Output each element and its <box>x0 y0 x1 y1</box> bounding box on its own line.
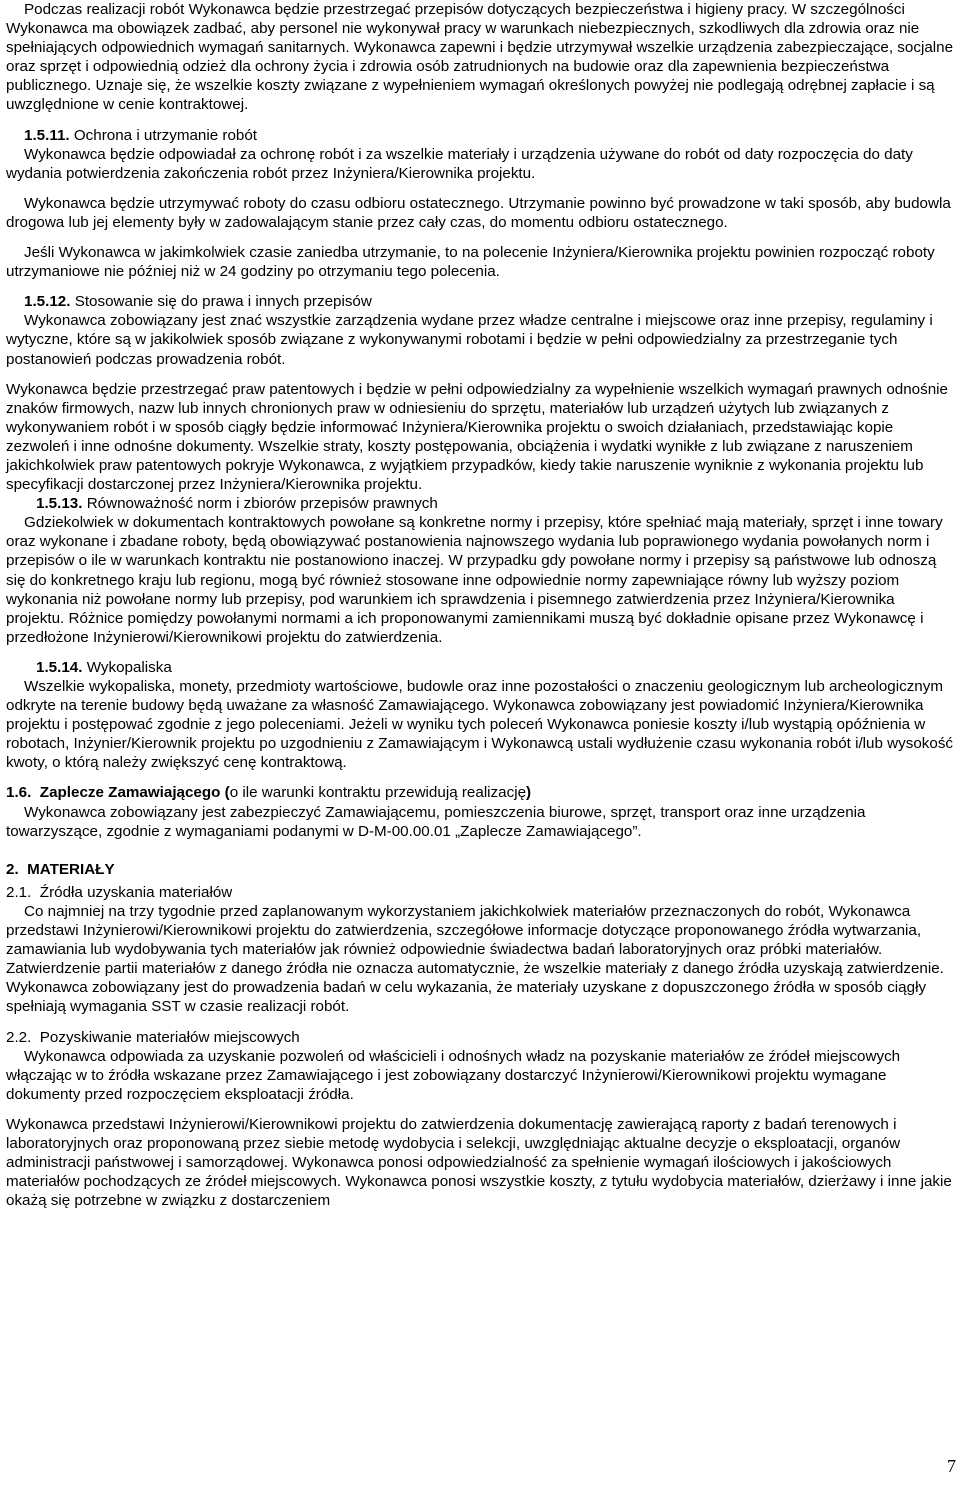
heading-2 <box>6 860 956 879</box>
section-number: 1.5.12. <box>24 293 71 311</box>
heading-2-1 <box>6 883 956 902</box>
paragraph: Co najmniej na trzy tygodnie przed zaplanowanym wykorzystaniem jakichkolwiek materiałów przeznaczonych do robót, Wykonawca przedstawi Inżynierowi/Kierownikowi projektu do zatwierdzenia, szczegółowe informacje dotyczące proponowanego źródła wytwarzania, zamawiania lub wydobywania tych materiałów jak również odpowiednie świadectwa badań laboratoryjnych oraz próbki materiałów. Zatwierdzenie partii materiałów z danego źródła nie oznacza automatycznie, że wszelkie materiały z danego źródła uzyskają zatwierdzenie. Wykonawca zobowiązany jest do prowadzenia badań w celu wykazania, że materiały uzyskane z dopuszczonego źródła w sposób ciągły spełniają wymagania SST w czasie realizacji robót. <box>6 902 944 1016</box>
section-number: 1.5.11. <box>24 126 70 144</box>
heading-1-5-11 <box>6 126 956 145</box>
section-title: Stosowanie się do prawa i innych przepisów <box>74 293 372 311</box>
page-number: 7 <box>947 1456 956 1476</box>
paragraph: Wykonawca przedstawi Inżynierowi/Kierownikowi projektu do zatwierdzenia dokumentację zawierającą raporty z badań terenowych i laboratoryjnych oraz proponowaną przez siebie metodę wydobycia i selekcji, uwzględniając aktualne decyzje o eksploatacji, organów administracji państwowej i samorządowej. Wykonawca ponosi odpowiedzialność za spełnienie wymagań ilościowych i jakościowych materiałów pochodzących ze źródeł miejscowych. Wykonawca ponosi wszystkie koszty, z tytułu wydobycia materiałów, dzierżawy i inne jakie okażą się potrzebne w związku z dostarczeniem <box>6 1115 952 1210</box>
paragraph: Wykonawca zobowiązany jest zabezpieczyć Zamawiającemu, pomieszczenia biurowe, sprzęt, transport oraz inne urządzenia towarzyszące, zgodnie z wymaganiami podanymi w D-M-00.00.01 „Zaplecze Zamawiającego”. <box>6 803 866 840</box>
section-number: 1.5.13. <box>36 495 83 513</box>
section-title: Źródła uzyskania materiałów <box>39 883 233 901</box>
paragraph: Jeśli Wykonawca w jakimkolwiek czasie zaniedba utrzymanie, to na polecenie Inżyniera/Kierownika projektu powinien rozpocząć roboty utrzymaniowe nie później niż w 24 godziny po otrzymaniu tego polecenia. <box>6 244 935 281</box>
section-title: Zaplecze Zamawiającego ( <box>39 784 230 802</box>
section-number: 2.1. <box>6 883 32 901</box>
section-title: MATERIAŁY <box>27 860 115 878</box>
section-number: 1.6. <box>6 784 32 802</box>
heading-1-6 <box>6 783 956 802</box>
heading-1-5-13 <box>6 494 956 513</box>
paragraph: Wykonawca odpowiada za uzyskanie pozwoleń od właścicieli i odnośnych władz na pozyskanie materiałów ze źródeł miejscowych włączając w to źródła wskazane przez Zamawiającego i jest zobowiązany dostarczyć Inżynierowi/Kierownikowi projektu wymagane dokumenty przed rozpoczęciem eksploatacji źródła. <box>6 1047 901 1103</box>
section-title-end: ) <box>526 784 532 802</box>
document-page <box>6 0 956 1210</box>
section-title: Równoważność norm i zbiorów przepisów prawnych <box>86 495 438 513</box>
paragraph: Wykonawca będzie odpowiadał za ochronę robót i za wszelkie materiały i urządzenia używane do robót od daty rozpoczęcia do daty wydania potwierdzenia zakończenia robót przez Inżyniera/Kierownika projektu. <box>6 145 913 182</box>
section-title: Ochrona i utrzymanie robót <box>73 126 258 144</box>
section-number: 2.2. <box>6 1028 32 1046</box>
paragraph: Wykonawca będzie utrzymywać roboty do czasu odbioru ostatecznego. Utrzymanie powinno być prowadzone w taki sposób, aby budowla drogowa lub jej elementy były w zadowalającym stanie przez cały czas, do momentu odbioru ostatecznego. <box>6 194 951 231</box>
section-title: Pozyskiwanie materiałów miejscowych <box>39 1028 300 1046</box>
paragraph: Wykonawca zobowiązany jest znać wszystkie zarządzenia wydane przez władze centralne i miejscowe oraz inne przepisy, regulaminy i wytyczne, które są w jakikolwiek sposób związane z wykonywanymi robotami i będzie w pełni odpowiedzialny za przestrzeganie tych postanowień podczas prowadzenia robót. <box>6 312 933 368</box>
paragraph: Gdziekolwiek w dokumentach kontraktowych powołane są konkretne normy i przepisy, które spełniać mają materiały, sprzęt i inne towary oraz wykonane i zbadane roboty, będą obowiązywać postanowienia najnowszego wydania lub poprawionego wydania powołanych norm i przepisów o ile w warunkach kontraktu nie postanowiono inaczej. W przypadku gdy powołane normy i przepisy są państwowe lub odnoszą się do konkretnego kraju lub regionu, mogą być również stosowane inne odpowiednie normy zapewniające równy lub wyższy poziom wykonania niż powołane normy lub przepisy, pod warunkiem ich sprawdzenia i pisemnego zatwierdzenia przez Inżyniera/Kierownika projektu. Różnice pomiędzy powołanymi normami a ich proponowanymi zamiennikami muszą być dokładnie opisane przez Wykonawcę i przedłożone Inżynierowi/Kierownikowi projektu do zatwierdzenia. <box>6 514 943 646</box>
paragraph-bhp: Podczas realizacji robót Wykonawca będzie przestrzegać przepisów dotyczących bezpieczeństwa i higieny pracy. W szczególności Wykonawca ma obowiązek zadbać, aby personel nie wykonywał pracy w warunkach niebezpiecznych, szkodliwych dla zdrowia oraz nie spełniających odpowiednich wymagań sanitarnych. Wykonawca zapewni i będzie utrzymywał wszelkie urządzenia zabezpieczające, socjalne oraz sprzęt i odpowiednią odzież dla ochrony życia i zdrowia osób zatrudnionych na budowie oraz dla zapewnienia bezpieczeństwa publicznego. Uznaje się, że wszelkie koszty związane z wypełnieniem wymagań określonych powyżej nie podlegają odrębnej zapłacie i są uwzględnione w cenie kontraktowej. <box>6 1 954 114</box>
heading-1-5-14 <box>6 658 956 677</box>
section-number: 2. <box>6 860 19 878</box>
paragraph: Wykonawca będzie przestrzegać praw patentowych i będzie w pełni odpowiedzialny za wypełnienie wszelkich wymagań prawnych odnośnie znaków firmowych, nazw lub innych chronionych praw w odniesieniu do sprzętu, materiałów lub urządzeń użytych lub związanych z wykonywaniem robót i w sposób ciągły będzie informować Inżyniera/Kierownika projektu o swoich działaniach, przedstawiając kopie zezwoleń i inne odnośne dokumenty. Wszelkie straty, koszty postępowania, obciążenia i wydatki wynikłe z lub związane z naruszeniem jakichkolwiek praw patentowych pokryje Wykonawca, z wyjątkiem przypadków, kiedy takie naruszenie wyniknie z wykonania projektu lub specyfikacji dostarczonej przez Inżyniera/Kierownika projektu. <box>6 380 948 494</box>
section-number: 1.5.14. <box>36 658 83 676</box>
paragraph: Wszelkie wykopaliska, monety, przedmioty wartościowe, budowle oraz inne pozostałości o znaczeniu geologicznym lub archeologicznym odkryte na terenie budowy będą uważane za własność Zamawiającego. Wykonawca zobowiązany jest powiadomić Inżyniera/Kierownika projektu i postępować zgodnie z jego poleceniami. Jeżeli w wyniku tych poleceń Wykonawca poniesie koszty i/lub wystąpią opóźnienia w robotach, Inżynier/Kierownik projektu po uzgodnieniu z Zamawiającym i Wykonawcą ustali wydłużenie czasu wykonania robót i/lub wysokość kwoty, o którą należy zwiększyć cenę kontraktową. <box>6 678 954 772</box>
heading-1-5-12 <box>6 292 956 311</box>
section-title: Wykopaliska <box>86 658 172 676</box>
section-title-note: o ile warunki kontraktu przewidują realizację <box>229 784 527 802</box>
heading-2-2 <box>6 1028 956 1047</box>
